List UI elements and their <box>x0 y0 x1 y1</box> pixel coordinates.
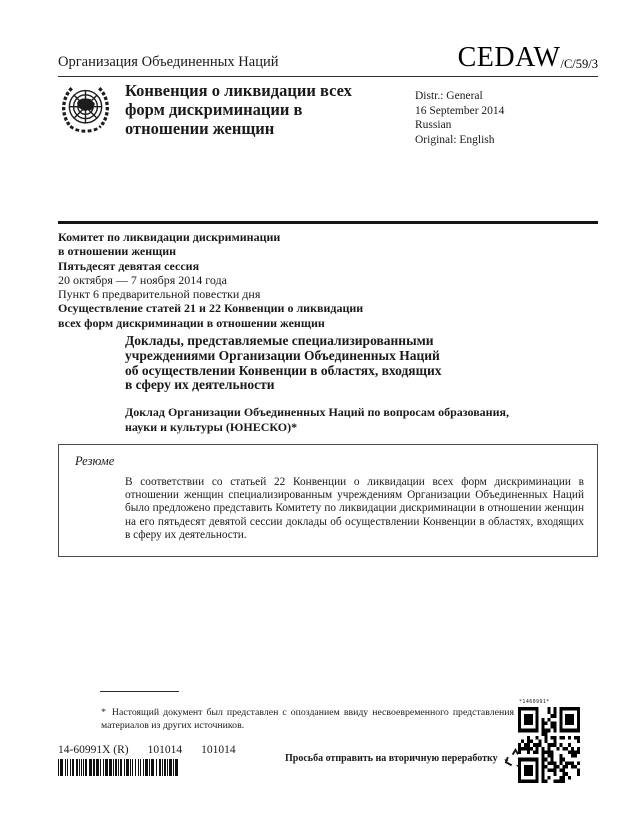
summary-text: В соответствии со статьей 22 Конвенции о ликвидации всех форм дискриминации в отношении женщин специализированным учреждениям Организации Объединенных Наций было предложено представить Комитету по ликвидации дискриминации в отношении женщин на его пятьдесят девятой сессии доклады об осуществлении Конвенции в областях, входящих в сферу их деятельности. <box>125 476 584 541</box>
agenda-item: Пункт 6 предварительной повестки дня <box>58 287 261 302</box>
recycle-notice <box>285 745 528 771</box>
footnote <box>101 706 514 732</box>
convention-title <box>125 81 352 138</box>
distribution-info <box>415 89 504 147</box>
job-number-line <box>58 744 255 756</box>
footnote-rule <box>100 691 179 692</box>
report-title <box>125 334 442 393</box>
qr-code <box>518 707 580 783</box>
session-title: Пятьдесят девятая сессия <box>58 258 200 273</box>
report-title-line: об осуществлении Конвенции в областях, входящих <box>125 362 442 378</box>
distr-line: Distr.: General <box>415 90 483 102</box>
committee-block <box>58 230 363 330</box>
header-rule-thin <box>58 76 598 77</box>
agenda-title-line: Осуществление статей 21 и 22 Конвенции о ликвидации <box>58 301 364 316</box>
document-symbol-main: CEDAW <box>457 42 561 73</box>
distr-line: 16 September 2014 <box>415 104 505 117</box>
committee-name-line: Комитет по ликвидации дискриминации <box>58 230 281 244</box>
report-subtitle <box>125 405 509 434</box>
report-title-line: Доклады, представляемые специализированными <box>125 333 434 348</box>
job-number: 14-60991X (R) <box>58 744 129 756</box>
summary-box <box>58 444 598 557</box>
barcode <box>58 759 182 776</box>
un-emblem-icon <box>57 82 114 144</box>
summary-label: Резюме <box>75 454 115 468</box>
convention-title-line: отношении женщин <box>125 119 275 138</box>
distr-line: Russian <box>415 119 452 132</box>
section-rule-thick <box>58 221 598 224</box>
session-dates: 20 октября — 7 ноября 2014 года <box>58 272 227 287</box>
agenda-title-line: всех форм дискриминации в отношении женщин <box>58 315 325 330</box>
document-symbol-suffix: /C/59/3 <box>560 57 598 71</box>
distr-line: Original: English <box>415 133 495 146</box>
committee-name-line: в отношении женщин <box>58 244 177 259</box>
report-subtitle-line: науки и культуры (ЮНЕСКО)* <box>125 419 298 434</box>
convention-title-line: Конвенция о ликвидации всех <box>125 81 352 100</box>
report-title-line: в сферу их деятельности <box>125 377 275 393</box>
footnote-text: Настоящий документ был представлен с опозданием ввиду несвоевременного представления материалов из других источников. <box>101 706 514 731</box>
job-code: 101014 <box>147 744 183 756</box>
job-code: 101014 <box>201 744 236 756</box>
convention-title-line: форм дискриминации в <box>125 100 303 119</box>
footnote-marker: * <box>101 706 106 718</box>
document-symbol <box>458 42 598 74</box>
report-subtitle-line: Доклад Организации Объединенных Наций по вопросам образования, <box>125 405 509 419</box>
recycle-text: Просьба отправить на вторичную переработку <box>285 752 498 764</box>
un-org-name: Организация Объединенных Наций <box>58 54 279 70</box>
report-title-line: учреждениями Организации Объединенных Наций <box>125 347 440 363</box>
qr-caption: *1460991* <box>519 699 550 705</box>
